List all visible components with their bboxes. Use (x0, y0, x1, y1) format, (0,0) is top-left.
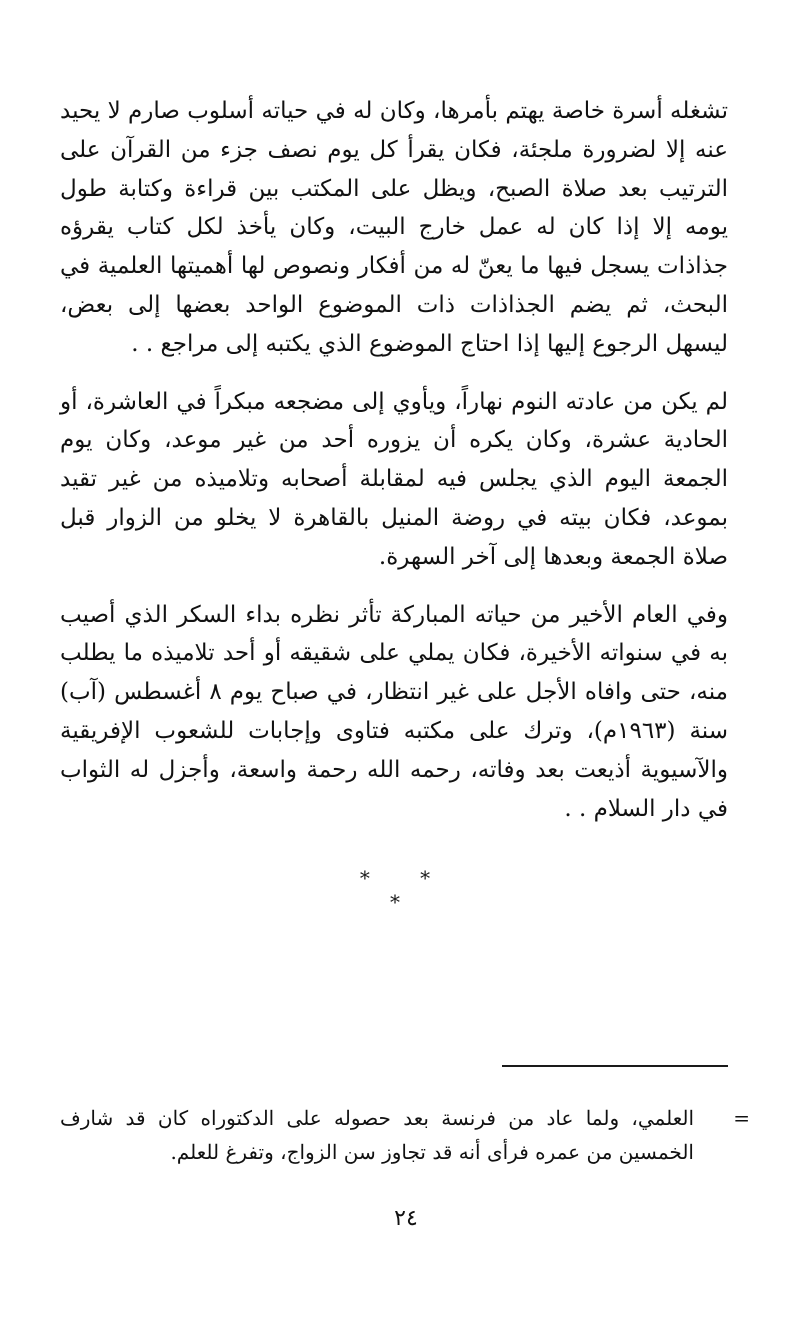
page-number: ٢٤ (394, 1206, 418, 1231)
paragraph-final-year: وفي العام الأخير من حياته المباركة تأثر نظره بداء السكر الذي أصيب به في سنواته الأخيرة، فكان يملي على شقيقه أو أحد تلاميذه ما يطلب منه، حتى وافاه الأجل على غير انتظار، في صباح يوم ٨ أغسطس (آب) سنة (١٩٦٣م)، وترك على مكتبه فتاوى وإجابات للشعوب الإفريقية والآسيوية أذيعت بعد وفاته، رحمه الله رحمة واسعة، وأجزل له الثواب في دار السلام . . (60, 601, 728, 822)
footnote-marker: = (733, 1106, 750, 1130)
main-text (60, 92, 728, 828)
footnote (60, 1101, 750, 1169)
footnote-text: العلمي، ولما عاد من فرنسة بعد حصوله على الدكتوراه كان قد شارف الخمسين من عمره فرأى أنه قد تجاوز سن الزواج، وتفرغ للعلم. (60, 1106, 694, 1164)
paragraph-sleep-and-visitors: لم يكن من عادته النوم نهاراً، ويأوي إلى مضجعه مبكراً في العاشرة، أو الحادية عشرة، وكان يكره أن يزوره أحد من غير موعد، وكان يوم الجمعة اليوم الذي يجلس فيه لمقابلة أصحابه وتلاميذه من غير تقيد بموعد، فكان بيته في روضة المنيل بالقاهرة لا يخلو من الزوار قبل صلاة الجمعة وبعدها إلى آخر السهرة. (60, 388, 728, 570)
paragraph-daily-routine: تشغله أسرة خاصة يهتم بأمرها، وكان له في حياته أسلوب صارم لا يحيد عنه إلا لضرورة ملجئة، فكان يقرأ كل يوم نصف جزء من القرآن على الترتيب بعد صلاة الصبح، ويظل على المكتب بين قراءة وكتابة طول يومه إلا إذا كان له عمل خارج البيت، وكان يأخذ لكل كتاب يقرؤه جذاذات يسجل فيها ما يعنّ له من أفكار ونصوص لها أهميتها العلمية في البحث، ثم يضم الجذاذات ذات الموضوع الواحد بعضها إلى بعض، ليسهل الرجوع إليها إذا احتاج الموضوع الذي يكتبه إلى مراجع . . (60, 98, 728, 357)
section-divider: * * * (359, 866, 453, 914)
footnote-separator-rule (502, 1065, 728, 1067)
